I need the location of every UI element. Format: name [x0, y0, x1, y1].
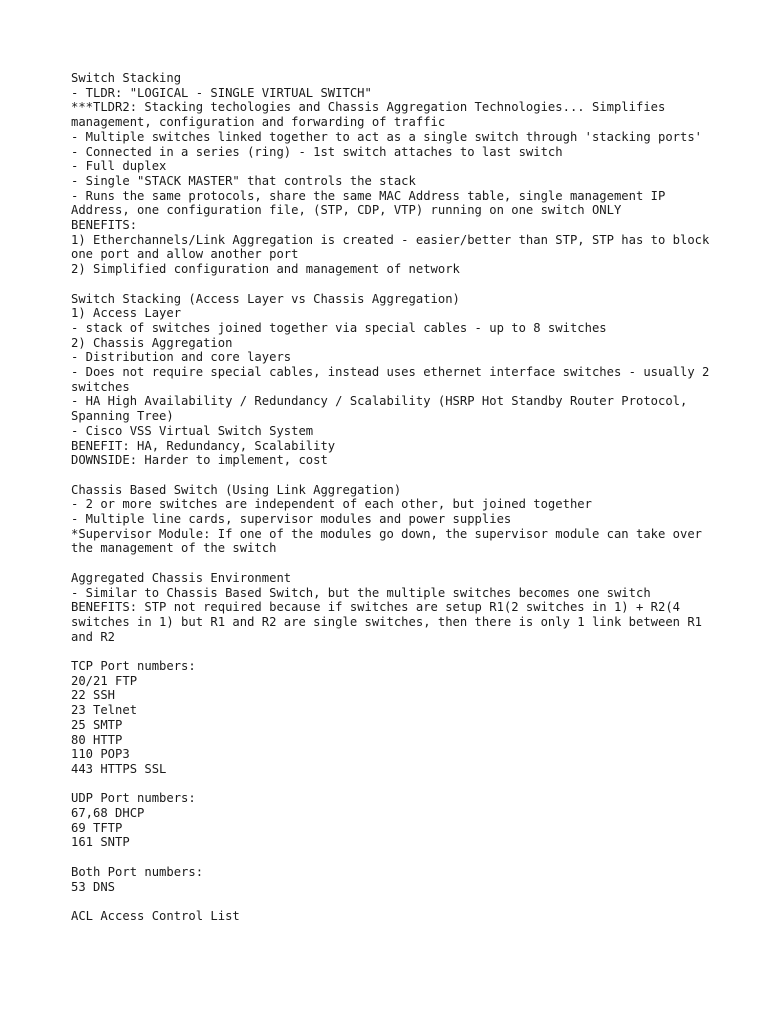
text-line: DOWNSIDE: Harder to implement, cost [71, 453, 328, 468]
text-line: BENEFIT: HA, Redundancy, Scalability [71, 438, 336, 453]
text-line: *Supervisor Module: If one of the modules go down, the supervisor module can take over the management of the switch [71, 526, 710, 556]
text-line: - Full duplex [71, 159, 167, 174]
section-udp-ports [71, 791, 711, 850]
port-entry: 20/21 FTP [71, 673, 138, 688]
port-entry: 80 HTTP [71, 732, 123, 747]
port-entry: 69 TFTP [71, 820, 123, 835]
port-entry: 23 Telnet [71, 703, 138, 718]
text-line: BENEFITS: [71, 218, 138, 233]
port-entry: 67,68 DHCP [71, 806, 145, 821]
section-aggregated-chassis [71, 571, 711, 645]
section-heading: Chassis Based Switch (Using Link Aggregation) [71, 482, 402, 497]
section-heading: ACL Access Control List [71, 908, 240, 923]
section-heading: Switch Stacking (Access Layer vs Chassis Aggregation) [71, 291, 460, 306]
text-line: 1) Etherchannels/Link Aggregation is created - easier/better than STP, STP has to block one port and allow another port [71, 232, 717, 262]
text-line: - stack of switches joined together via special cables - up to 8 switches [71, 320, 607, 335]
section-switch-stacking [71, 71, 717, 277]
text-line: 1) Access Layer [71, 306, 182, 321]
text-line: - TLDR: "LOGICAL - SINGLE VIRTUAL SWITCH" [71, 85, 372, 100]
text-line: - Distribution and core layers [71, 350, 292, 365]
text-line: 2) Simplified configuration and management of network [71, 262, 460, 277]
section-heading: UDP Port numbers: [71, 791, 196, 806]
port-entry: 25 SMTP [71, 717, 123, 732]
section-tcp-ports [71, 659, 711, 777]
text-line: - Runs the same protocols, share the same MAC Address table, single management IP Address, one configuration file, (STP, CDP, VTP) running on one switch ONLY [71, 188, 673, 218]
text-line: ***TLDR2: Stacking techologies and Chassis Aggregation Technologies... Simplifies management, configuration and forwarding of traffic [71, 100, 673, 130]
section-heading: Aggregated Chassis Environment [71, 570, 292, 585]
section-chassis-based-switch [71, 483, 711, 557]
text-line: - Connected in a series (ring) - 1st switch attaches to last switch [71, 144, 563, 159]
text-line: - 2 or more switches are independent of each other, but joined together [71, 497, 592, 512]
port-entry: 53 DNS [71, 879, 116, 894]
text-line: - Multiple line cards, supervisor modules and power supplies [71, 512, 512, 527]
text-line: - Similar to Chassis Based Switch, but the multiple switches becomes one switch [71, 585, 651, 600]
text-line: - HA High Availability / Redundancy / Scalability (HSRP Hot Standby Router Protocol, Spanning Tree) [71, 394, 695, 424]
document-page [71, 71, 717, 938]
port-entry: 110 POP3 [71, 747, 130, 762]
text-line: BENEFITS: STP not required because if switches are setup R1(2 switches in 1) + R2(4 switches in 1) but R1 and R2 are single switches, then there is only 1 link between R1 and R2 [71, 600, 710, 644]
section-heading: Switch Stacking [71, 71, 182, 85]
text-line: - Multiple switches linked together to act as a single switch through 'stacking ports' [71, 129, 703, 144]
section-heading: TCP Port numbers: [71, 659, 196, 674]
section-acl [71, 909, 711, 924]
text-line: - Single "STACK MASTER" that controls the stack [71, 173, 416, 188]
port-entry: 22 SSH [71, 688, 116, 703]
section-access-vs-chassis [71, 291, 717, 468]
section-both-ports [71, 865, 711, 894]
port-entry: 161 SNTP [71, 835, 130, 850]
text-line: - Cisco VSS Virtual Switch System [71, 423, 314, 438]
text-line: - Does not require special cables, instead uses ethernet interface switches - usually 2 switches [71, 365, 717, 394]
port-entry: 443 HTTPS SSL [71, 761, 167, 776]
text-line: 2) Chassis Aggregation [71, 335, 233, 350]
section-heading: Both Port numbers: [71, 864, 204, 879]
